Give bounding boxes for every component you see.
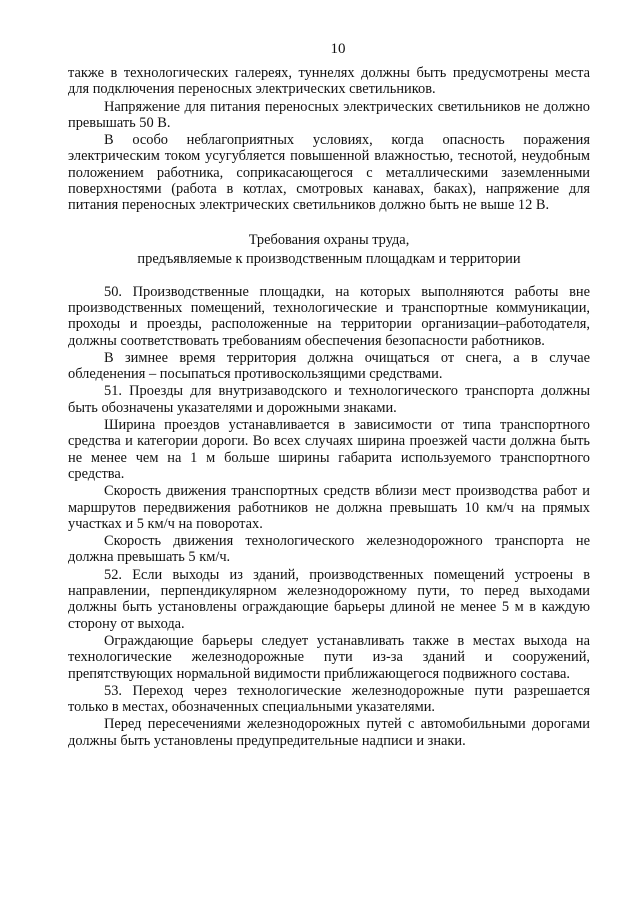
paragraph: 50. Производственные площадки, на которых выполняются работы вне производственных помещений, технологические и транспортные коммуникации, проходы и проезды, расположенные на территории организации–работодателя, должны соответствовать требованиям обеспечения безопасности работников. [68,283,590,349]
paragraph: 51. Проезды для внутризаводского и технологического транспорта должны быть обозначены указателями и дорожными знаками. [68,383,590,416]
paragraph: Скорость движения технологического железнодорожного транспорта не должна превышать 5 км/ч. [68,533,590,566]
section-top [68,65,590,214]
paragraph: В зимнее время территория должна очищаться от снега, а в случае обледенения – посыпаться противоскользящими средствами. [68,349,590,383]
paragraph: Ограждающие барьеры следует устанавливать также в местах выхода на технологические железнодорожные пути из-за зданий и сооружений, препятствующих нормальной видимости приближающегося подвижного состава. [68,632,590,682]
paragraph: 53. Переход через технологические железнодорожные пути разрешается только в местах, обозначенных специальными указателями. [68,682,590,716]
paragraph: В особо неблагоприятных условиях, когда опасность поражения электрическим током усугубляется повышенной влажностью, теснотой, неудобным положением работника, соприкасающегося с металлическими заземленными поверхностями (работа в котлах, смотровых канавах, баках), напряжение для питания переносных электрических светильников должно быть не выше 12 В. [68,132,590,214]
section-main [68,284,590,749]
paragraph: 52. Если выходы из зданий, производственных помещений устроены в направлении, перпендикулярном железнодорожному пути, то перед выходами должны быть установлены ограждающие барьеры длиной не менее 5 м в каждую сторону от выхода. [68,566,590,632]
paragraph: Ширина проездов устанавливается в зависимости от типа транспортного средства и категории дороги. Во всех случаях ширина проезжей части должна быть не менее чем на 1 м больше ширины габарита используемого транспортного средства. [68,417,590,482]
section-heading-line: Требования охраны труда, [248,231,410,248]
paragraph: Перед пересечениями железнодорожных путей с автомобильными дорогами должны быть установлены предупредительные надписи и знаки. [68,716,590,749]
section-heading [68,232,590,268]
paragraph: Напряжение для питания переносных электрических светильников не должно превышать 50 В. [68,98,590,131]
section-heading-line: предъявляемые к производственным площадкам и территории [137,250,521,267]
paragraph: также в технологических галереях, туннелях должны быть предусмотрены места для подключения переносных электрических светильников. [68,65,590,98]
page-number: 10 [330,41,346,57]
paragraph: Скорость движения транспортных средств вблизи мест производства работ и маршрутов передвижения работников не должна превышать 10 км/ч на прямых участках и 5 км/ч на поворотах. [68,483,590,532]
